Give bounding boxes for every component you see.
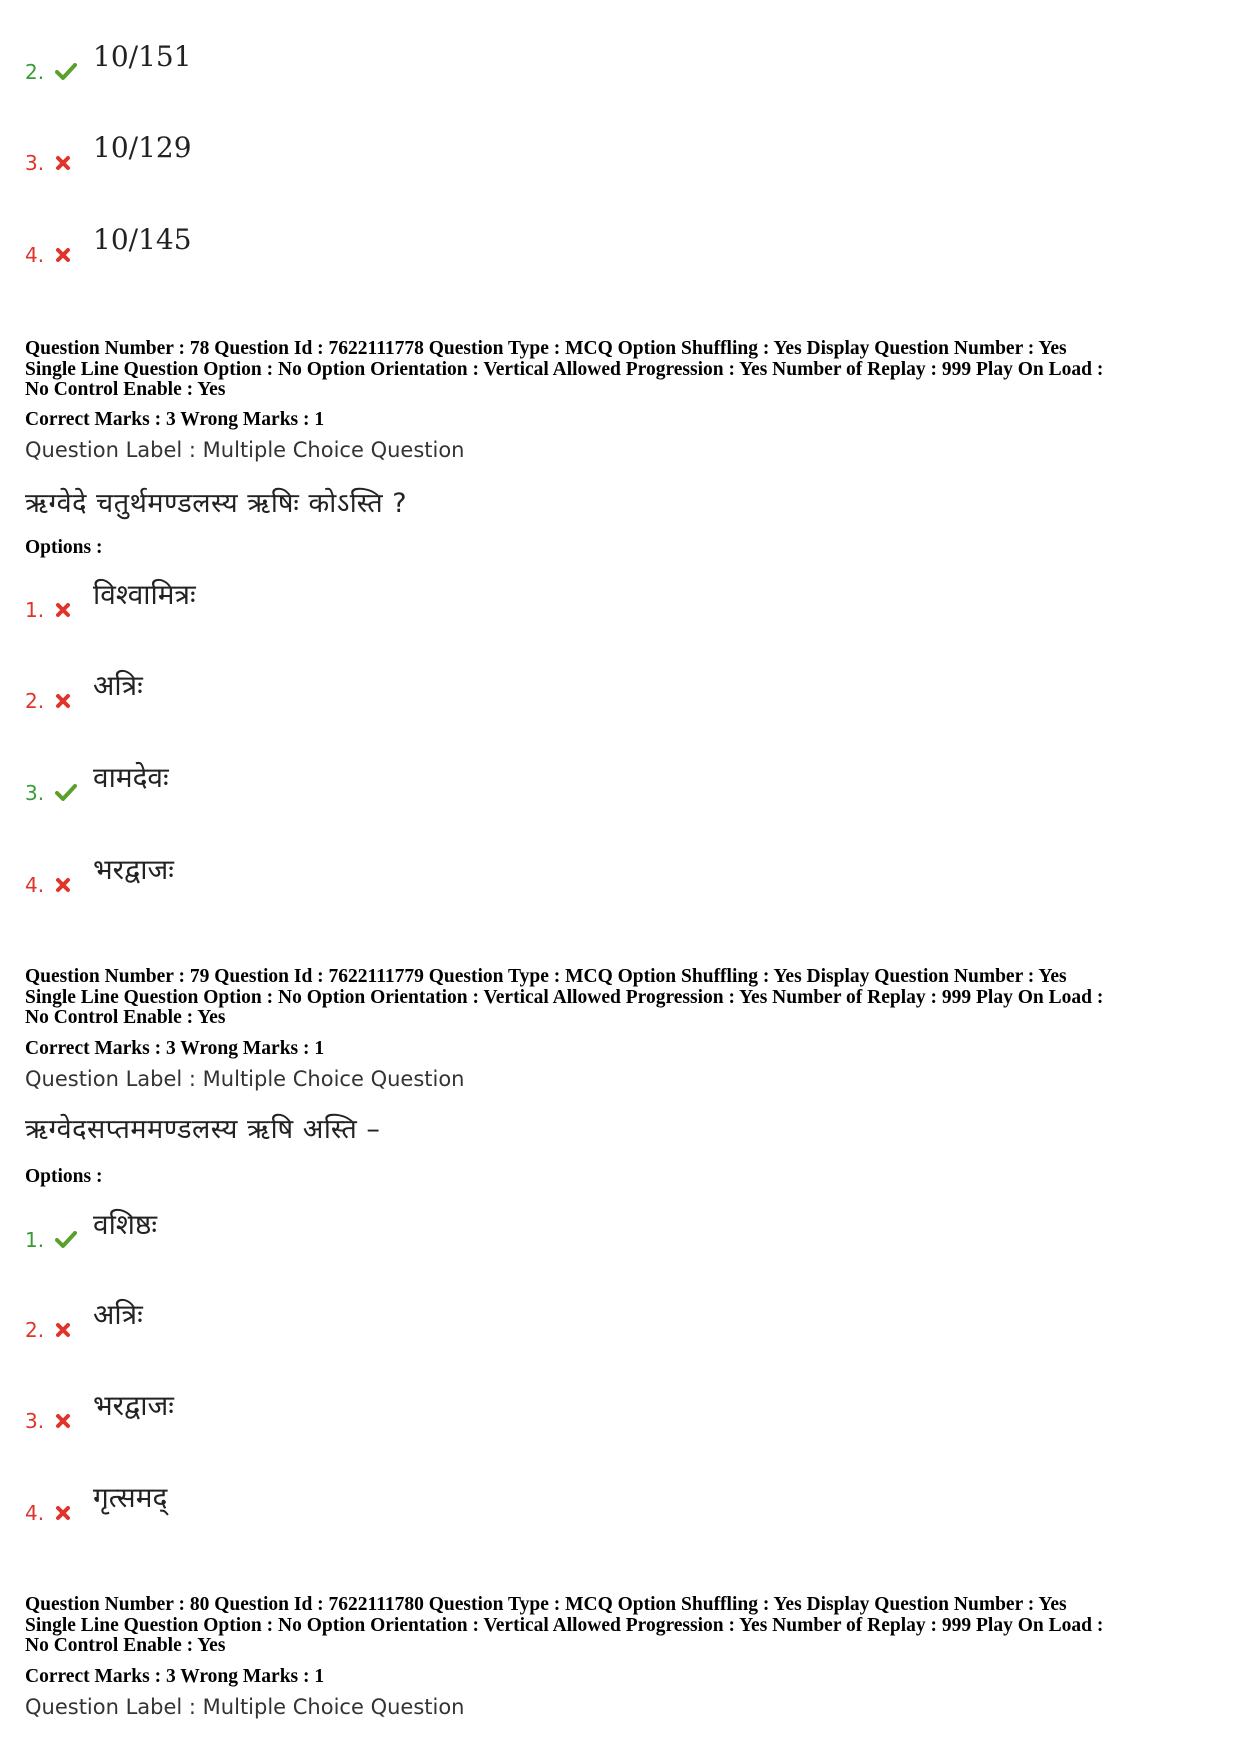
option-number: 1.: [25, 598, 45, 622]
cross-icon: [55, 1503, 85, 1523]
question-meta: [25, 339, 1220, 401]
option-text: 10/129: [93, 131, 192, 164]
option-number: 2.: [25, 60, 45, 84]
cross-icon: [55, 153, 85, 173]
marks-line: Correct Marks : 3 Wrong Marks : 1: [25, 409, 325, 430]
question-text: ऋग्वेदसप्तममण्डलस्य ऋषि अस्ति –: [25, 1114, 381, 1145]
meta-line: Single Line Question Option : No Option Orientation : Vertical Allowed Progression : Yes Number of Replay : 999 Play On Load :: [25, 986, 1104, 1008]
option-number: 3.: [25, 1409, 45, 1433]
question-meta: [25, 1595, 1220, 1657]
option-item: [25, 42, 192, 82]
option-text: भरद्वाजः: [93, 1389, 174, 1422]
option-number: 4.: [25, 243, 45, 267]
meta-line: Question Number : 80 Question Id : 7622111780 Question Type : MCQ Option Shuffling : Yes Display Question Number : Yes: [25, 1594, 1067, 1615]
question-label: Question Label : Multiple Choice Question: [25, 1067, 465, 1091]
option-text: अत्रिः: [93, 669, 143, 702]
option-text: वशिष्ठः: [93, 1208, 158, 1241]
meta-line: Single Line Question Option : No Option Orientation : Vertical Allowed Progression : Yes Number of Replay : 999 Play On Load :: [25, 1614, 1104, 1636]
question-label: Question Label : Multiple Choice Question: [25, 438, 465, 462]
options-heading: Options :: [25, 1166, 103, 1187]
options-heading: Options :: [25, 537, 103, 558]
question-label: Question Label : Multiple Choice Question: [25, 1695, 465, 1719]
meta-line: No Control Enable : Yes: [25, 1635, 226, 1656]
option-number: 4.: [25, 873, 45, 897]
meta-line: Question Number : 78 Question Id : 7622111778 Question Type : MCQ Option Shuffling : Yes Display Question Number : Yes: [25, 338, 1067, 359]
meta-line: No Control Enable : Yes: [25, 1007, 226, 1028]
option-number: 2.: [25, 1318, 45, 1342]
option-number: 2.: [25, 689, 45, 713]
option-text: भरद्वाजः: [93, 853, 174, 886]
check-icon: [55, 783, 85, 803]
option-number: 4.: [25, 1501, 45, 1525]
option-item: [25, 855, 174, 895]
question-text: ऋग्वेदे चतुर्थमण्डलस्य ऋषिः कोऽस्ति ?: [25, 488, 408, 519]
option-item: [25, 763, 169, 803]
option-text: गृत्समद्: [93, 1481, 168, 1514]
option-number: 1.: [25, 1228, 45, 1252]
meta-line: No Control Enable : Yes: [25, 379, 226, 400]
question-meta: [25, 967, 1220, 1029]
cross-icon: [55, 245, 85, 265]
cross-icon: [55, 875, 85, 895]
cross-icon: [55, 1411, 85, 1431]
option-item: [25, 671, 143, 711]
meta-line: Question Number : 79 Question Id : 7622111779 Question Type : MCQ Option Shuffling : Yes Display Question Number : Yes: [25, 966, 1067, 987]
marks-line: Correct Marks : 3 Wrong Marks : 1: [25, 1666, 325, 1687]
option-item: [25, 1483, 167, 1523]
cross-icon: [55, 600, 85, 620]
option-text: वामदेवः: [93, 761, 169, 794]
cross-icon: [55, 1320, 85, 1340]
option-item: [25, 1300, 143, 1340]
option-item: [25, 225, 192, 265]
option-item: [25, 580, 196, 620]
option-number: 3.: [25, 781, 45, 805]
option-item: [25, 133, 192, 173]
option-text: 10/145: [93, 223, 192, 256]
option-number: 3.: [25, 151, 45, 175]
option-item: [25, 1210, 157, 1250]
check-icon: [55, 62, 85, 82]
option-item: [25, 1391, 174, 1431]
cross-icon: [55, 691, 85, 711]
option-text: विश्वामित्रः: [93, 578, 196, 611]
check-icon: [55, 1230, 85, 1250]
marks-line: Correct Marks : 3 Wrong Marks : 1: [25, 1038, 325, 1059]
meta-line: Single Line Question Option : No Option Orientation : Vertical Allowed Progression : Yes Number of Replay : 999 Play On Load :: [25, 358, 1104, 380]
option-text: अत्रिः: [93, 1298, 143, 1331]
option-text: 10/151: [93, 40, 192, 73]
